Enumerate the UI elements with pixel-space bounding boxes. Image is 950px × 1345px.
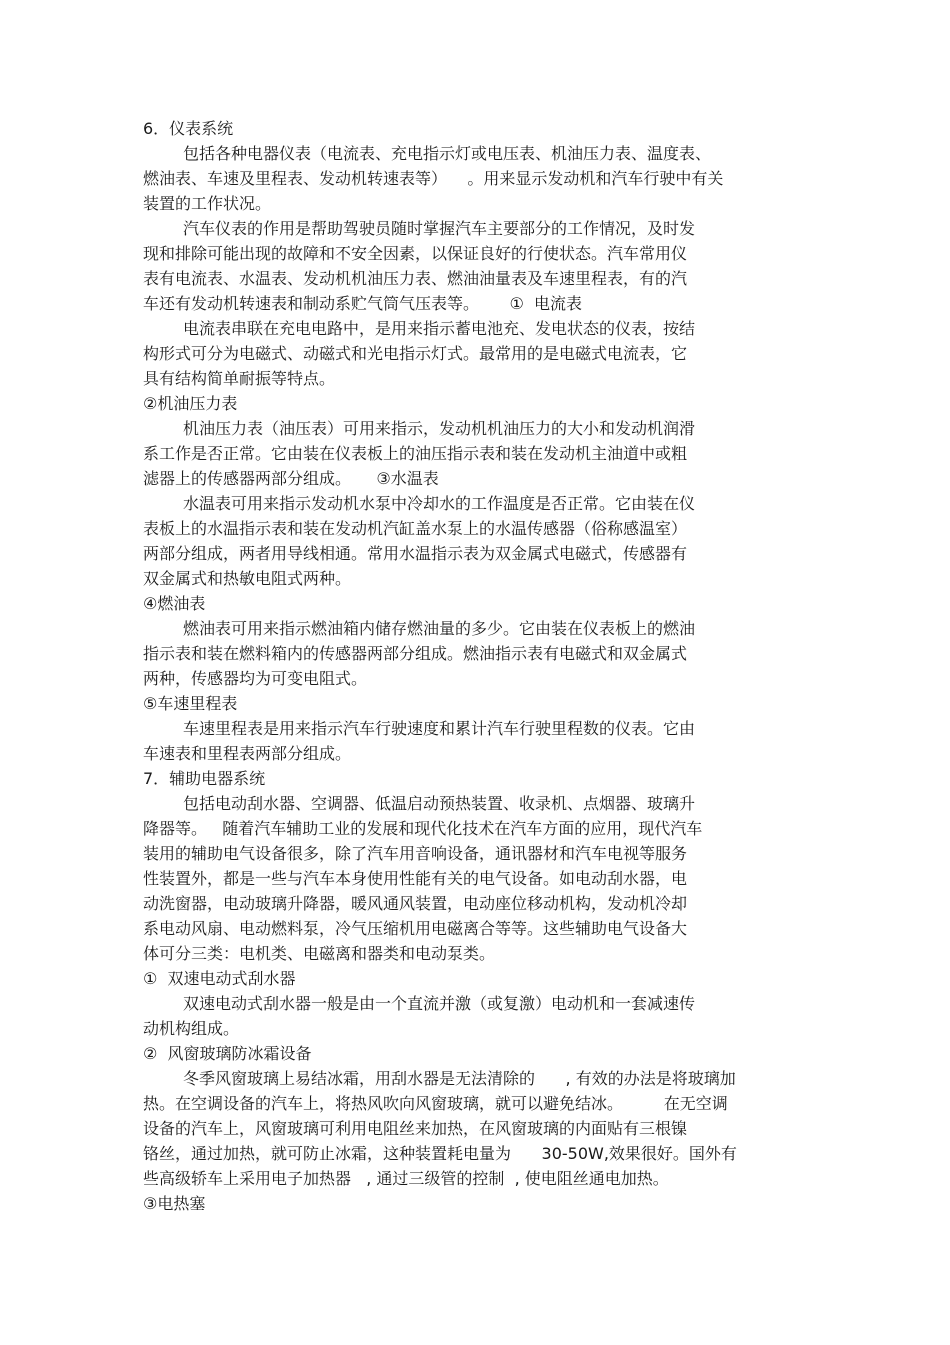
paragraph-line: 热。在空调设备的汽车上，将热风吹向风窗玻璃，就可以避免结冰。 在无空调 (143, 1094, 728, 1113)
paragraph-line: 现和排除可能出现的故障和不安全因素，以保证良好的行使状态。汽车常用仪 (143, 244, 688, 263)
paragraph-line: 冬季风窗玻璃上易结冰霜，用刮水器是无法清除的 , 有效的办法是将玻璃加 (183, 1069, 736, 1088)
paragraph-line: 包括电动刮水器、空调器、低温启动预热装置、收录机、点烟器、玻璃升 (183, 794, 696, 813)
paragraph-line: 指示表和装在燃料箱内的传感器两部分组成。燃油指示表有电磁式和双金属式 (143, 644, 688, 663)
paragraph-line: 铬丝，通过加热，就可防止冰霜，这种装置耗电量为 30-50W,效果很好。国外有 (143, 1144, 737, 1163)
paragraph-line: 燃油表、车速及里程表、发动机转速表等） 。用来显示发动机和汽车行驶中有关 (143, 169, 724, 188)
paragraph-line: 设备的汽车上，风窗玻璃可利用电阻丝来加热，在风窗玻璃的内面贴有三根镍 (143, 1119, 688, 1138)
paragraph-line: 降器等。 随着汽车辅助工业的发展和现代化技术在汽车方面的应用，现代汽车 (143, 819, 703, 838)
subsection-heading: ⑤车速里程表 (143, 694, 238, 713)
subsection-heading: ②机油压力表 (143, 394, 238, 413)
subsection-heading: ③电热塞 (143, 1194, 206, 1213)
paragraph-line: 动洗窗器，电动玻璃升降器，暖风通风装置，电动座位移动机构，发动机冷却 (143, 894, 688, 913)
paragraph-line: 些高级轿车上采用电子加热器 , 通过三级管的控制 , 使电阻丝通电加热。 (143, 1169, 669, 1188)
paragraph-line: 体可分三类：电机类、电磁离和器类和电动泵类。 (143, 944, 496, 963)
paragraph-line: 表板上的水温指示表和装在发动机汽缸盖水泵上的水温传感器（俗称感温室） (143, 519, 688, 538)
paragraph-line: 电流表串联在充电电路中，是用来指示蓄电池充、发电状态的仪表，按结 (183, 319, 696, 338)
paragraph-line: 包括各种电器仪表（电流表、充电指示灯或电压表、机油压力表、温度表、 (183, 144, 712, 163)
paragraph-line: 车速里程表是用来指示汽车行驶速度和累计汽车行驶里程数的仪表。它由 (183, 719, 696, 738)
paragraph-line: 性装置外，都是一些与汽车本身使用性能有关的电气设备。如电动刮水器，电 (143, 869, 688, 888)
paragraph-line: 系电动风扇、电动燃料泵，冷气压缩机用电磁离合等等。这些辅助电气设备大 (143, 919, 688, 938)
paragraph-line: 两部分组成，两者用导线相通。常用水温指示表为双金属式电磁式，传感器有 (143, 544, 688, 563)
paragraph-line: 水温表可用来指示发动机水泵中冷却水的工作温度是否正常。它由装在仪 (183, 494, 696, 513)
paragraph-line: 动机构组成。 (143, 1019, 240, 1038)
section-heading: 6．仪表系统 (143, 119, 234, 138)
paragraph-line: 机油压力表（油压表）可用来指示，发动机机油压力的大小和发动机润滑 (183, 419, 696, 438)
paragraph-line: 汽车仪表的作用是帮助驾驶员随时掌握汽车主要部分的工作情况，及时发 (183, 219, 696, 238)
paragraph-line: 构形式可分为电磁式、动磁式和光电指示灯式。最常用的是电磁式电流表，它 (143, 344, 688, 363)
paragraph-line: 燃油表可用来指示燃油箱内储存燃油量的多少。它由装在仪表板上的燃油 (183, 619, 696, 638)
paragraph-line: 具有结构简单耐振等特点。 (143, 369, 336, 388)
paragraph-line: 装用的辅助电气设备很多，除了汽车用音响设备，通讯器材和汽车电视等服务 (143, 844, 688, 863)
paragraph-line: 系工作是否正常。它由装在仪表板上的油压指示表和装在发动机主油道中或粗 (143, 444, 688, 463)
subsection-heading: ④燃油表 (143, 594, 206, 613)
paragraph-line: 双速电动式刮水器一般是由一个直流并激（或复激）电动机和一套减速传 (183, 994, 696, 1013)
paragraph-line: 滤器上的传感器两部分组成。 ③水温表 (143, 469, 439, 488)
paragraph-line: 两种，传感器均为可变电阻式。 (143, 669, 368, 688)
paragraph-line: 表有电流表、水温表、发动机机油压力表、燃油油量表及车速里程表，有的汽 (143, 269, 688, 288)
subsection-heading: ① 双速电动式刮水器 (143, 969, 296, 988)
paragraph-line: 双金属式和热敏电阻式两种。 (143, 569, 352, 588)
paragraph-line: 装置的工作状况。 (143, 194, 272, 213)
section-heading: 7．辅助电器系统 (143, 769, 266, 788)
paragraph-line: 车速表和里程表两部分组成。 (143, 744, 352, 763)
subsection-heading: ② 风窗玻璃防冰霜设备 (143, 1044, 312, 1063)
paragraph-line: 车还有发动机转速表和制动系贮气筒气压表等。 ① 电流表 (143, 294, 583, 313)
